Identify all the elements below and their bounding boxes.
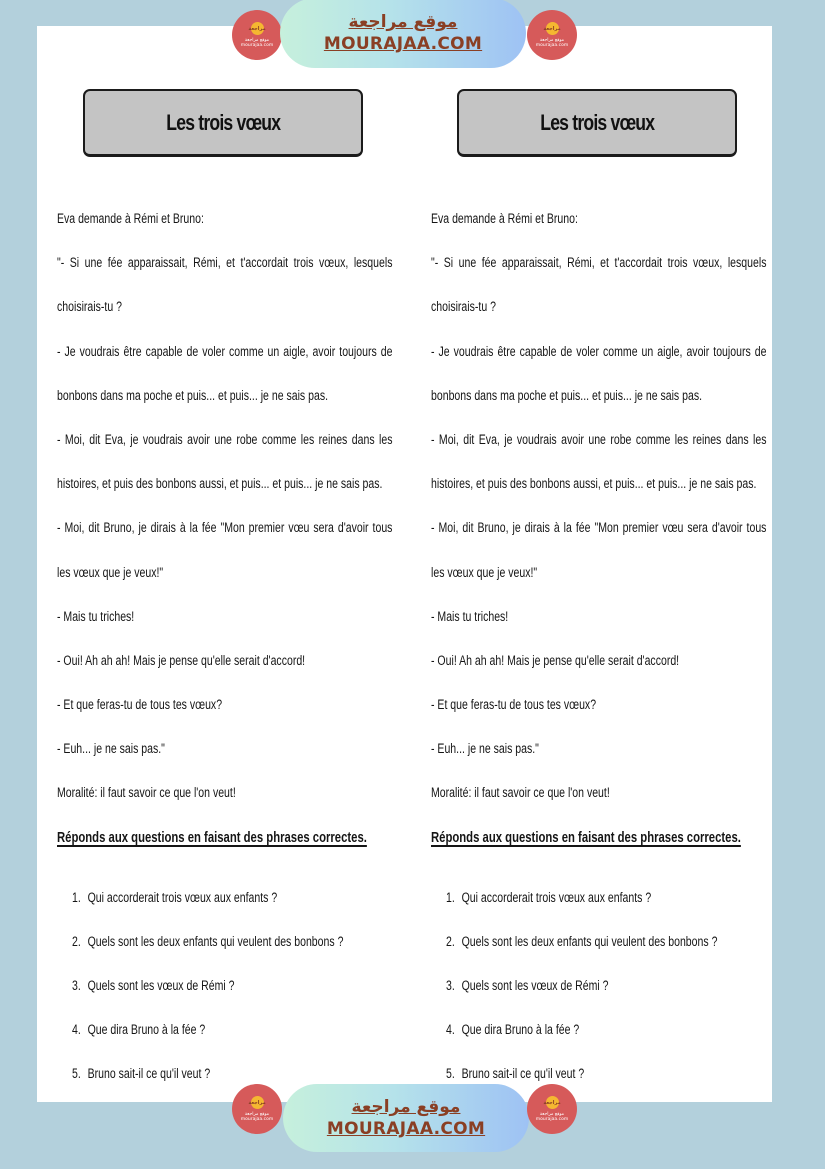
story-line: histoires, et puis des bonbons aussi, et puis... et puis... je ne sais pas. — [57, 476, 383, 492]
instruction-heading: Réponds aux questions en faisant des phrases correctes. — [57, 829, 367, 846]
story-line: - Oui! Ah ah ah! Mais je pense qu'elle serait d'accord! — [431, 652, 680, 668]
story-line: - Euh... je ne sais pas." — [57, 741, 165, 757]
site-name-arabic[interactable]: موقع مراجعة — [348, 12, 458, 32]
story-line: - Mais tu triches! — [431, 608, 509, 624]
question-text: Bruno sait-il ce qu'il veut ? — [87, 1066, 211, 1081]
badge-caption: موقع مراجعة mourajaa.com — [535, 1112, 569, 1122]
question-number: 4. — [446, 1022, 455, 1037]
question-number: 3. — [72, 978, 81, 993]
story-line: - Et que feras-tu de tous tes vœux? — [57, 697, 223, 713]
story-line: - Et que feras-tu de tous tes vœux? — [431, 697, 597, 713]
story-line: Eva demande à Rémi et Bruno: — [57, 211, 204, 226]
worksheet-title: Les trois vœux — [539, 109, 654, 135]
book-logo-icon: مراجعة — [546, 1096, 559, 1109]
worksheet-title: Les trois vœux — [165, 109, 280, 135]
story-line: - Je voudrais être capable de voler comme un aigle, avoir toujours de — [57, 343, 393, 359]
question-list — [446, 886, 766, 1106]
story-line: - Oui! Ah ah ah! Mais je pense qu'elle serait d'accord! — [57, 652, 306, 668]
story-line: choisirais-tu ? — [57, 299, 122, 315]
site-logo-badge[interactable] — [527, 10, 577, 60]
site-banner-bottom — [230, 1082, 580, 1152]
moral-line: Moralité: il faut savoir ce que l'on veut! — [57, 785, 236, 801]
question-text: Qui accorderait trois vœux aux enfants ? — [87, 890, 278, 905]
question-text: Quels sont les vœux de Rémi ? — [87, 978, 235, 993]
site-logo-badge[interactable] — [527, 1084, 577, 1134]
story-line: les vœux que je veux!" — [57, 564, 164, 580]
question-item — [446, 930, 770, 974]
title-box — [83, 89, 363, 157]
question-number: 5. — [72, 1066, 81, 1081]
question-item — [446, 886, 770, 930]
title-box — [457, 89, 737, 157]
story-line: "- Si une fée apparaissait, Rémi, et t'accordait trois vœux, lesquels — [431, 255, 767, 271]
question-item — [72, 1018, 396, 1062]
story-line: - Moi, dit Bruno, je dirais à la fée "Mon premier vœu sera d'avoir tous — [431, 520, 767, 536]
story-line: choisirais-tu ? — [431, 299, 496, 315]
question-text: Quels sont les deux enfants qui veulent des bonbons ? — [461, 934, 718, 949]
question-text: Quels sont les deux enfants qui veulent des bonbons ? — [87, 934, 344, 949]
question-number: 1. — [72, 890, 81, 905]
question-number: 3. — [446, 978, 455, 993]
story-text — [431, 207, 767, 870]
question-item — [72, 930, 396, 974]
question-text: Que dira Bruno à la fée ? — [87, 1022, 206, 1037]
question-text: Qui accorderait trois vœux aux enfants ? — [461, 890, 652, 905]
story-line: bonbons dans ma poche et puis... et puis... je ne sais pas. — [57, 387, 329, 403]
worksheet-page — [37, 26, 772, 1102]
badge-caption: موقع مراجعة mourajaa.com — [240, 1112, 274, 1122]
site-logo-badge[interactable] — [232, 10, 282, 60]
book-logo-icon: مراجعة — [546, 22, 559, 35]
instruction-heading: Réponds aux questions en faisant des phrases correctes. — [431, 829, 741, 846]
question-text: Bruno sait-il ce qu'il veut ? — [461, 1066, 585, 1081]
site-name-arabic[interactable]: موقع مراجعة — [351, 1097, 461, 1117]
story-line: les vœux que je veux!" — [431, 564, 538, 580]
question-number: 4. — [72, 1022, 81, 1037]
story-line: - Mais tu triches! — [57, 608, 135, 624]
question-list — [72, 886, 392, 1106]
question-number: 5. — [446, 1066, 455, 1081]
question-item — [446, 1018, 770, 1062]
question-number: 2. — [72, 934, 81, 949]
story-line: - Je voudrais être capable de voler comme un aigle, avoir toujours de — [431, 343, 767, 359]
story-line: - Moi, dit Bruno, je dirais à la fée "Mon premier vœu sera d'avoir tous — [57, 520, 393, 536]
question-text: Quels sont les vœux de Rémi ? — [461, 978, 609, 993]
story-line: - Moi, dit Eva, je voudrais avoir une robe comme les reines dans les — [57, 431, 393, 447]
site-banner-top — [230, 0, 580, 68]
question-text: Que dira Bruno à la fée ? — [461, 1022, 580, 1037]
question-item — [72, 886, 396, 930]
site-link-pill[interactable] — [283, 1084, 529, 1152]
question-item — [72, 974, 396, 1018]
site-link-pill[interactable] — [280, 0, 526, 68]
story-text — [57, 207, 393, 870]
site-logo-badge[interactable] — [232, 1084, 282, 1134]
story-line: histoires, et puis des bonbons aussi, et puis... et puis... je ne sais pas. — [431, 476, 757, 492]
story-line: Eva demande à Rémi et Bruno: — [431, 211, 578, 226]
question-number: 2. — [446, 934, 455, 949]
book-logo-icon: مراجعة — [251, 22, 264, 35]
question-item — [446, 974, 770, 1018]
site-name-latin[interactable]: MOURAJAA.COM — [326, 1119, 486, 1139]
story-line: - Moi, dit Eva, je voudrais avoir une robe comme les reines dans les — [431, 431, 767, 447]
badge-caption: موقع مراجعة mourajaa.com — [535, 38, 569, 48]
story-line: - Euh... je ne sais pas." — [431, 741, 539, 757]
badge-caption: موقع مراجعة mourajaa.com — [240, 38, 274, 48]
story-line: "- Si une fée apparaissait, Rémi, et t'accordait trois vœux, lesquels — [57, 255, 393, 271]
story-line: bonbons dans ma poche et puis... et puis... je ne sais pas. — [431, 387, 703, 403]
book-logo-icon: مراجعة — [251, 1096, 264, 1109]
site-name-latin[interactable]: MOURAJAA.COM — [323, 34, 483, 54]
moral-line: Moralité: il faut savoir ce que l'on veut! — [431, 785, 610, 801]
question-number: 1. — [446, 890, 455, 905]
